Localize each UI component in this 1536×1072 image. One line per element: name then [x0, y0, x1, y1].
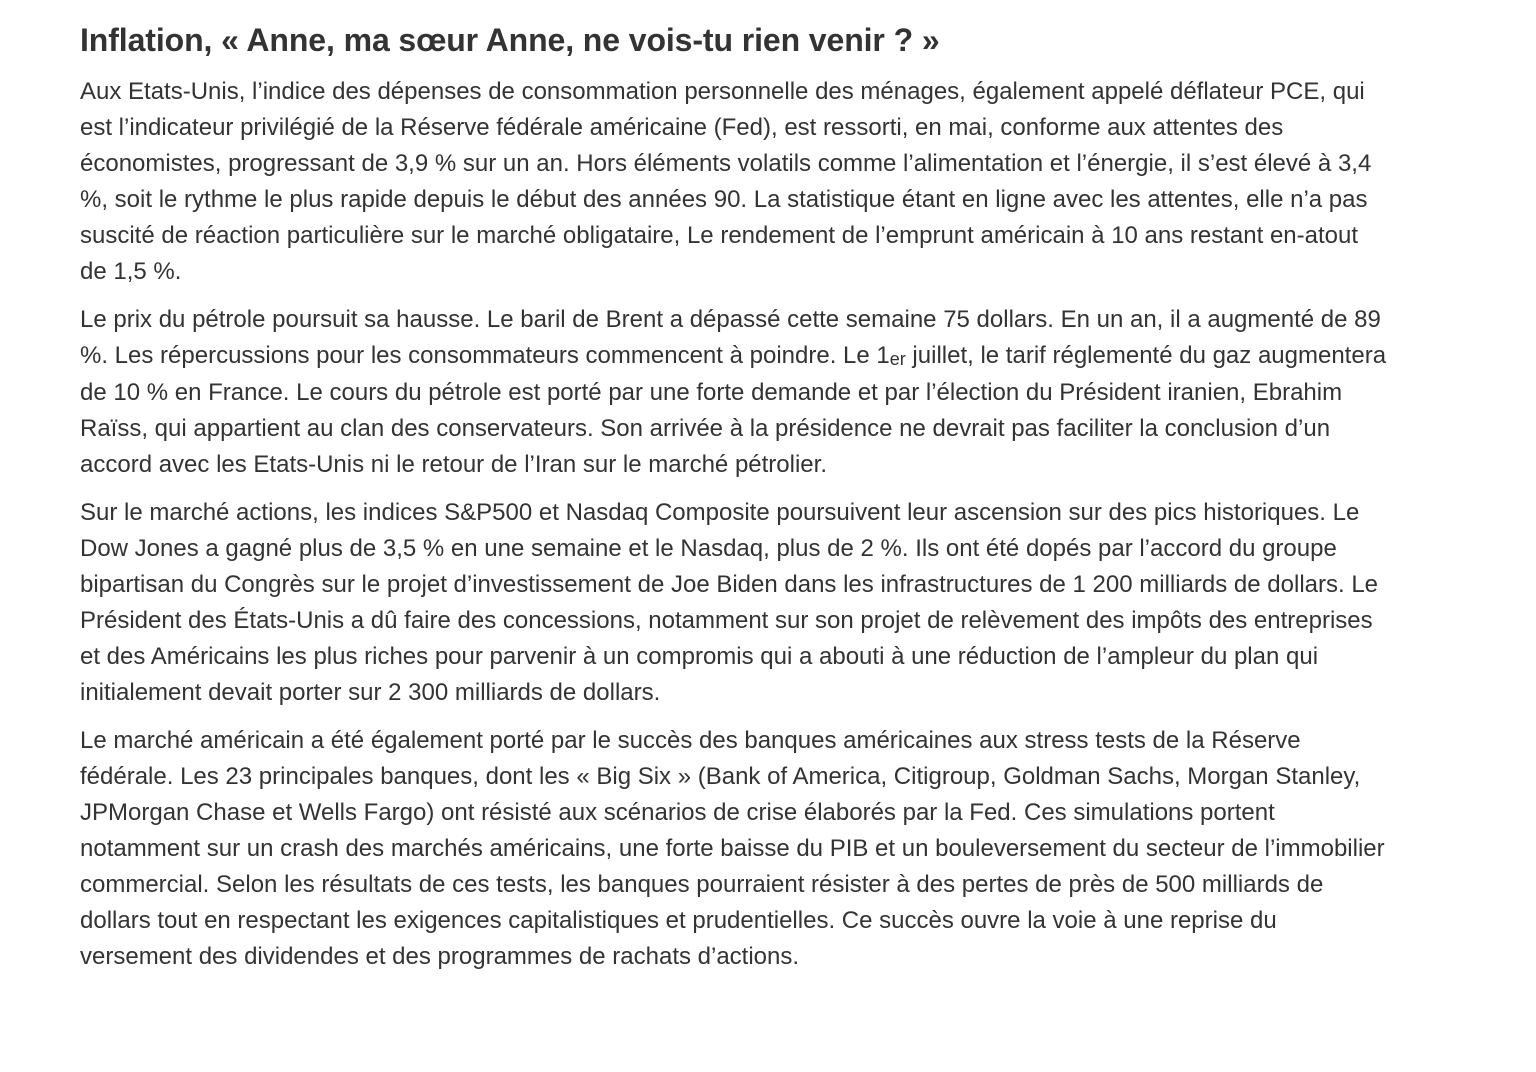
article-paragraph-equity-markets: Sur le marché actions, les indices S&P500 et Nasdaq Composite poursuivent leur ascension sur des pics historiques. Le Dow Jones a gagné plus de 3,5 % en une semaine et le Nasdaq, plus de 2 %. Ils ont été dopés par l’accord du groupe bipartisan du Congrès sur le projet d’investissement de Joe Biden dans les infrastructures de 1 200 milliards de dollars. Le Président des États-Unis a dû faire des concessions, notamment sur son projet de relèvement des impôts des entreprises et des Américains les plus riches pour parvenir à un compromis qui a abouti à une réduction de l’ampleur du plan qui initialement devait porter sur 2 300 milliards de dollars. [80, 499, 1379, 706]
article-paragraph-bank-stress-tests: Le marché américain a été également porté par le succès des banques américaines aux stress tests de la Réserve fédérale. Les 23 principales banques, dont les « Big Six » (Bank of America, Citigroup, Goldman Sachs, Morgan Stanley, JPMorgan Chase et Wells Fargo) ont résisté aux scénarios de crise élaborés par la Fed. Ces simulations portent notamment sur un crash des marchés américains, une forte baisse du PIB et un bouleversement du secteur de l’immobilier commercial. Selon les résultats de ces tests, les banques pourraient résister à des pertes de près de 500 milliards de dollars tout en respectant les exigences capitalistiques et prudentielles. Ce succès ouvre la voie à une reprise du versement des dividendes et des programmes de rachats d’actions. [80, 727, 1385, 970]
article [80, 18, 1390, 987]
paragraph-text-after-sup: juillet, le tarif réglementé du gaz augmentera de 10 % en France. Le cours du pétrole est porté par une forte demande et par l’élection du Président iranien, Ebrahim Raïss, qui appartient au clan des conservateurs. Son arrivée à la présidence ne devrait pas faciliter la conclusion d’un accord avec les Etats-Unis ni le retour de l’Iran sur le marché pétrolier. [80, 342, 1387, 478]
paragraph-text-before-sup: Le prix du pétrole poursuit sa hausse. Le baril de Brent a dépassé cette semaine 75 dollars. En un an, il a augmenté de 89 %. Les répercussions pour les consommateurs commencent à poindre. Le 1 [80, 306, 1381, 369]
article-paragraph-oil-price [80, 302, 1390, 483]
ordinal-suffix: er [889, 349, 906, 369]
article-paragraph-inflation-pce: Aux Etats-Unis, l’indice des dépenses de consommation personnelle des ménages, également appelé déflateur PCE, qui est l’indicateur privilégié de la Réserve fédérale américaine (Fed), est ressorti, en mai, conforme aux attentes des économistes, progressant de 3,9 % sur un an. Hors éléments volatils comme l’alimentation et l’énergie, il s’est élevé à 3,4 %, soit le rythme le plus rapide depuis le début des années 90. La statistique étant en ligne avec les attentes, elle n’a pas suscité de réaction particulière sur le marché obligataire, Le rendement de l’emprunt américain à 10 ans restant en-atout de 1,5 %. [80, 78, 1372, 285]
article-title: Inflation, « Anne, ma sœur Anne, ne vois-tu rien venir ? » [80, 22, 940, 58]
